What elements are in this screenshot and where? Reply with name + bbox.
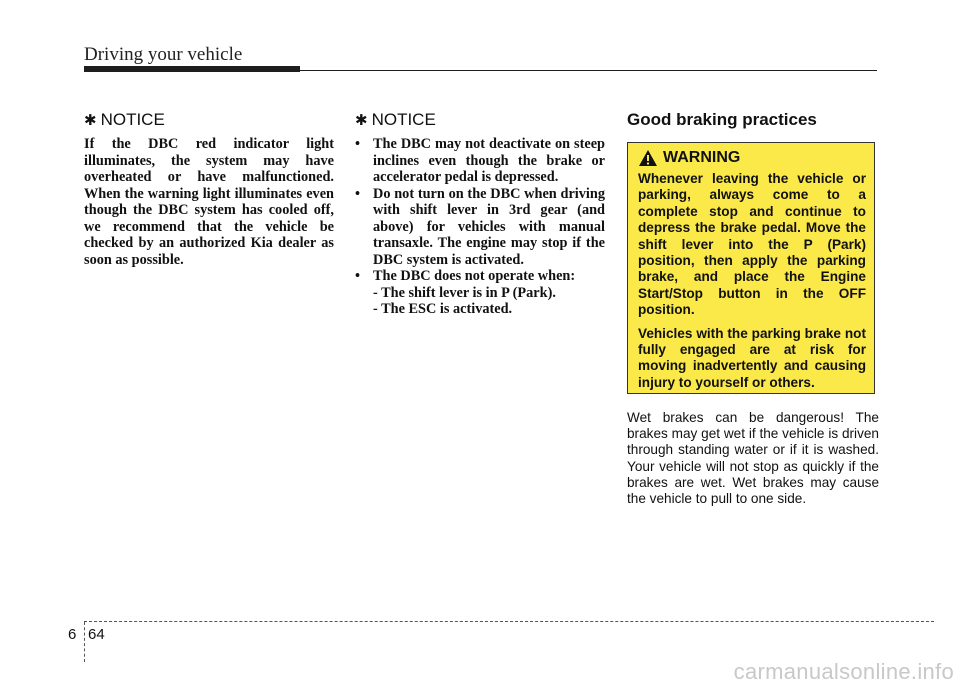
notice-column-1 — [84, 110, 334, 268]
list-item: • The DBC may not deactivate on steep inclines even though the brake or accelerator pedal is depressed. — [355, 136, 605, 185]
warning-title: WARNING — [663, 149, 741, 166]
notice-column-2 — [355, 110, 605, 318]
notice-heading-1 — [84, 110, 334, 130]
watermark: carmanualsonline.info — [733, 659, 954, 684]
header-rule — [300, 70, 877, 71]
list-item: • Do not turn on the DBC when driving with shift lever in 3rd gear (and above) for vehicles with manual transaxle. The engine may stop if the DBC system is activated. — [355, 185, 605, 268]
sub-item: - The shift lever is in P (Park). — [373, 284, 556, 301]
warning-triangle-icon — [638, 149, 658, 167]
notice-body-1: If the DBC red indicator light illuminates, the system may have overheated or have malfunctioned. When the warning light illuminates even though the DBC system has cooled off, we recommend that the vehicle be checked by an authorized Kia dealer as soon as possible. — [84, 136, 334, 268]
list-item: • The DBC does not operate when: - The shift lever is in P (Park). - The ESC is activated. — [355, 268, 605, 318]
chapter-number: 6 — [68, 626, 77, 643]
footer-divider — [84, 622, 85, 662]
wet-brakes-text: Wet brakes can be dangerous! The brakes may get wet if the vehicle is driven through standing water or if it is washed. Your vehicle will not stop as quickly if the brakes are wet. Wet brakes may cause the vehicle to pull to one side. — [627, 410, 879, 507]
notice-title-1: NOTICE — [100, 110, 165, 129]
footer-rule — [84, 621, 934, 622]
warning-paragraph-1: Whenever leaving the vehicle or parking, always come to a complete stop and continue to depress the brake pedal. Move the shift lever into the P (Park) position, then apply the parking brake, and place the Engine Start/Stop button in the OFF position. — [638, 171, 866, 318]
notice-bullet-list — [355, 136, 605, 318]
header-bar — [84, 66, 300, 72]
notice-title-2: NOTICE — [371, 110, 436, 129]
star-cross-icon: ✱ — [84, 112, 97, 129]
braking-column — [627, 110, 879, 507]
page-number: 64 — [88, 626, 105, 643]
sub-item: - The ESC is activated. — [373, 301, 513, 317]
warning-heading — [638, 149, 866, 167]
star-cross-icon: ✱ — [355, 112, 368, 129]
header-title: Driving your vehicle — [84, 44, 243, 65]
warning-paragraph-2: Vehicles with the parking brake not fully engaged are at risk for moving inadvertently and causing injury to yourself or others. — [638, 325, 866, 390]
warning-box — [627, 142, 875, 394]
notice-heading-2 — [355, 110, 605, 130]
section-title: Good braking practices — [627, 110, 817, 129]
